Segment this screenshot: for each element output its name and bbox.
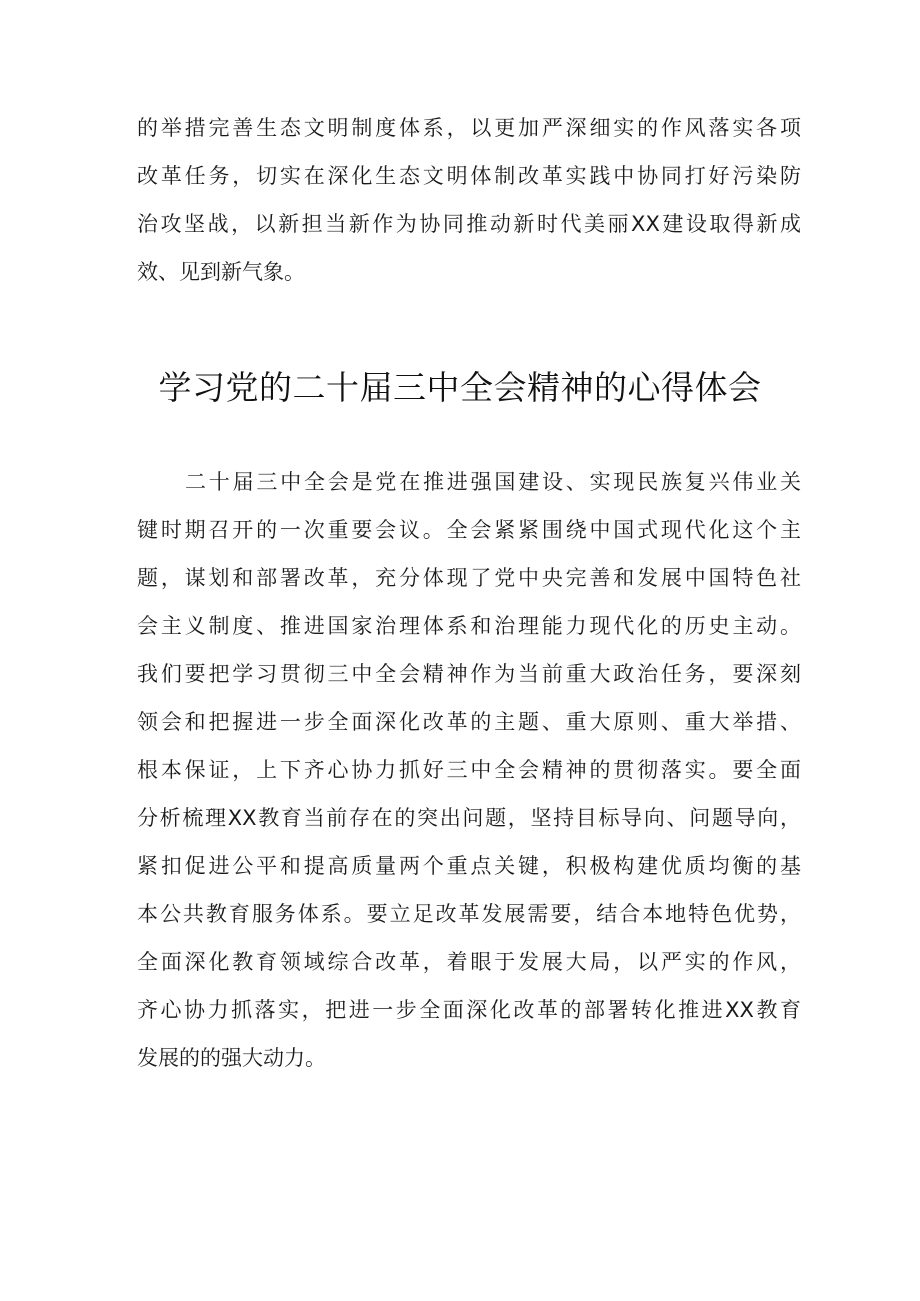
paragraph-line: 题，谋划和部署改革，充分体现了党中央完善和发展中国特色社: [137, 566, 801, 590]
paragraph-line: 会主义制度、推进国家治理体系和治理能力现代化的历史主动。: [137, 614, 801, 638]
paragraph-line: 齐心协力抓落实，把进一步全面深化改革的部署转化推进XX教育: [137, 998, 801, 1022]
paragraph-line: 本公共教育服务体系。要立足改革发展需要，结合本地特色优势，: [137, 902, 801, 926]
paragraph-line: 二十届三中全会是党在推进强国建设、实现民族复兴伟业关: [185, 470, 801, 494]
paragraph-line: 的举措完善生态文明制度体系，以更加严深细实的作风落实各项: [137, 116, 801, 140]
body-paragraph: [137, 458, 801, 1082]
paragraph-line: 键时期召开的一次重要会议。全会紧紧围绕中国式现代化这个主: [137, 518, 801, 542]
paragraph-line: 效、见到新气象。: [137, 260, 305, 284]
paragraph-line: 根本保证，上下齐心协力抓好三中全会精神的贯彻落实。要全面: [137, 758, 801, 782]
top-paragraph: [137, 104, 801, 296]
paragraph-line: 领会和把握进一步全面深化改革的主题、重大原则、重大举措、: [137, 710, 801, 734]
paragraph-line: 改革任务，切实在深化生态文明体制改革实践中协同打好污染防: [137, 164, 801, 188]
page-title: 学习党的二十届三中全会精神的心得体会: [158, 368, 762, 407]
paragraph-line: 治攻坚战，以新担当新作为协同推动新时代美丽XX建设取得新成: [137, 212, 801, 236]
paragraph-line: 全面深化教育领域综合改革，着眼于发展大局，以严实的作风，: [137, 950, 801, 974]
paragraph-line: 分析梳理XX教育当前存在的突出问题，坚持目标导向、问题导向，: [137, 806, 801, 830]
paragraph-line: 我们要把学习贯彻三中全会精神作为当前重大政治任务，要深刻: [137, 662, 801, 686]
paragraph-line: 紧扣促进公平和提高质量两个重点关键，积极构建优质均衡的基: [137, 854, 801, 878]
paragraph-line: 发展的的强大动力。: [137, 1046, 326, 1070]
